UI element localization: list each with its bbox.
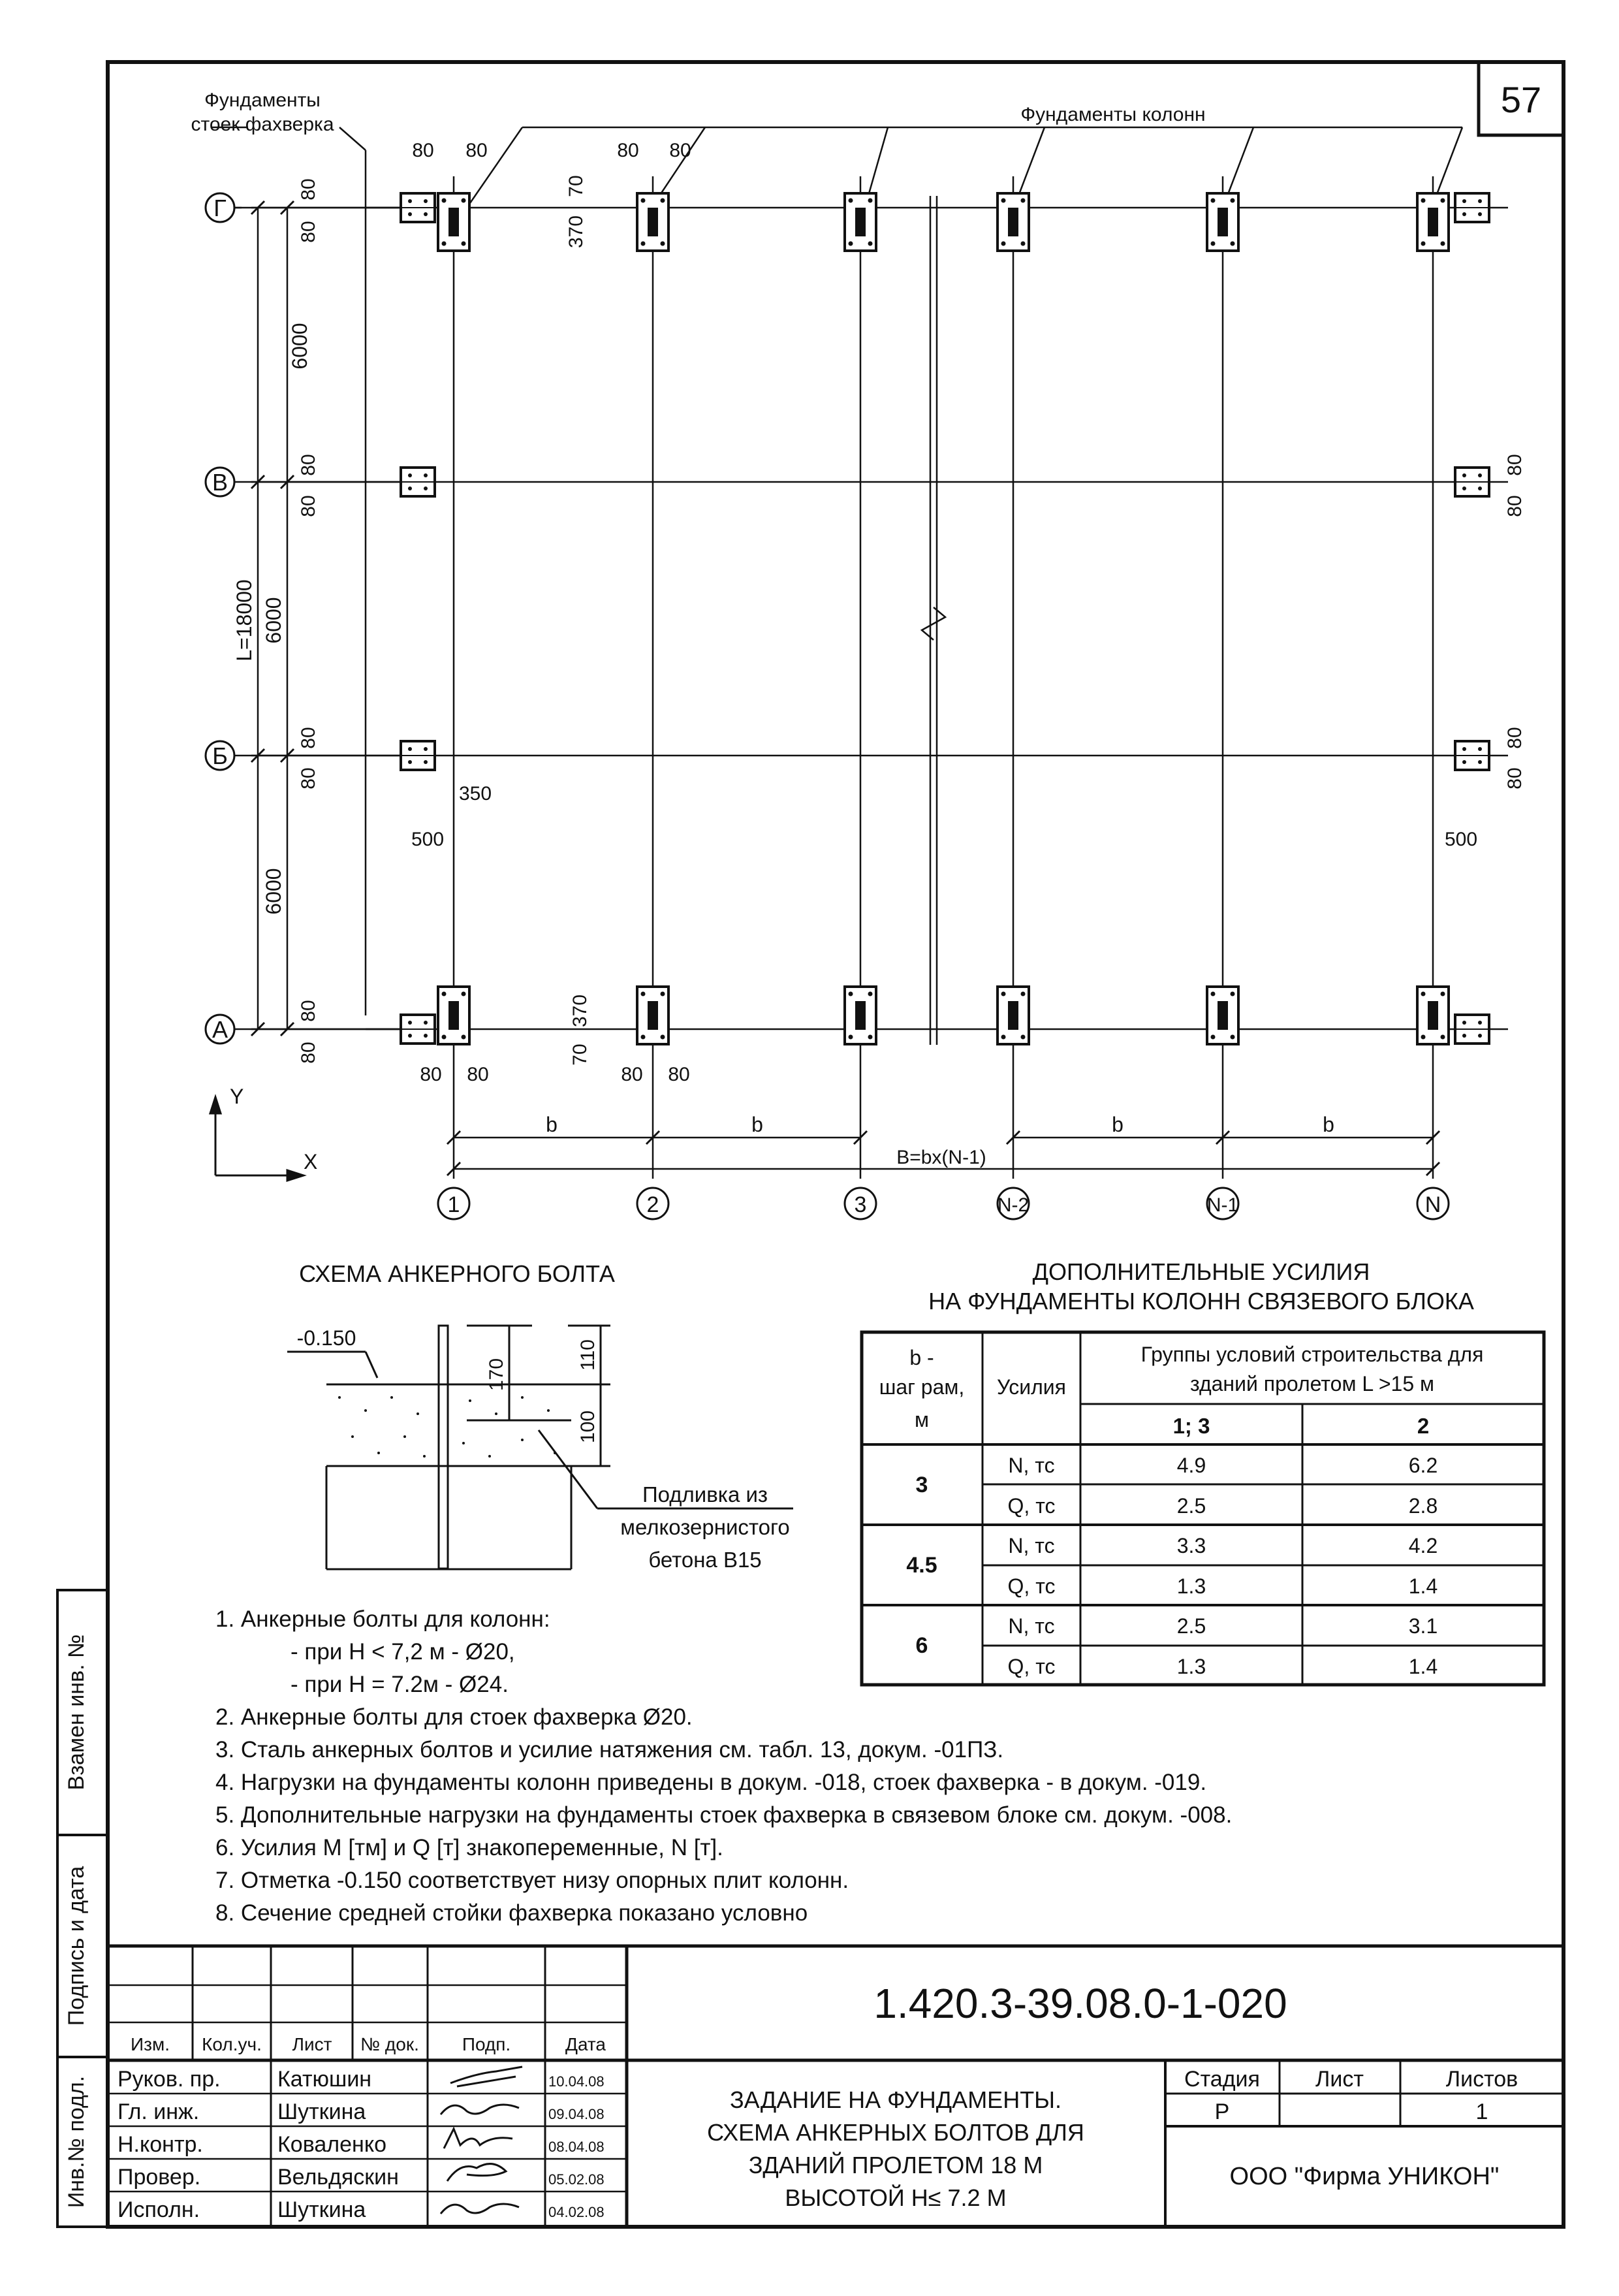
axis-label-B: Б — [212, 742, 228, 769]
note-5: 5. Дополнительные нагрузки на фундаменты стоек фахверка в связевом блоке см. докум. -008. — [215, 1802, 1233, 1828]
dim-370-bottom: 370 — [569, 994, 591, 1028]
row-value: 2.5 — [1176, 1614, 1206, 1638]
bolt-callout-3: бетона В15 — [648, 1548, 762, 1572]
sheet-head: Лист — [1315, 2067, 1364, 2092]
person-name: Вельдяскин — [277, 2165, 399, 2190]
dim-80-left-a1: 80 — [298, 1000, 319, 1022]
dim-80-left-b1: 80 — [298, 727, 319, 749]
table-title-1: ДОПОЛНИТЕЛЬНЫЕ УСИЛИЯ — [1032, 1258, 1370, 1285]
row-value: 2.8 — [1408, 1494, 1438, 1518]
stage-value: Р — [1214, 2099, 1230, 2124]
person-role: Исполн. — [118, 2197, 200, 2222]
axis-label-N: N — [1424, 1192, 1441, 1217]
axis-label-G: Г — [213, 195, 227, 221]
stage-head: Стадия — [1184, 2067, 1260, 2092]
dim-b-4: b — [1323, 1113, 1334, 1136]
person-name: Катюшин — [277, 2067, 372, 2092]
dim-b-3: b — [1112, 1113, 1124, 1136]
person-role: Н.контр. — [118, 2132, 203, 2157]
axis-label-N-2: N-2 — [997, 1194, 1030, 1216]
th-sub-1: 1; 3 — [1172, 1414, 1210, 1438]
row-b: 4.5 — [906, 1553, 937, 1578]
note-1b: - при H = 7.2м - Ø24. — [291, 1672, 509, 1697]
th-groups-1: Группы условий строительства для — [1140, 1343, 1484, 1366]
dim-70-bottom: 70 — [569, 1044, 591, 1066]
fakhverk-label-line1: Фундаменты — [204, 89, 321, 111]
row-value: 6.2 — [1408, 1454, 1438, 1477]
row-force: Q, тс — [1007, 1494, 1056, 1518]
note-3: 3. Сталь анкерных болтов и усилие натяжения см. табл. 13, докум. -01ПЗ. — [215, 1737, 1004, 1762]
person-name: Коваленко — [277, 2132, 386, 2157]
th-b-3: м — [915, 1408, 929, 1431]
row-force: Q, тс — [1007, 1574, 1056, 1598]
note-6: 6. Усилия M [тм] и Q [т] знакопеременные, N [т]. — [215, 1835, 723, 1860]
row-value: 4.2 — [1408, 1534, 1438, 1557]
row-force: N, тс — [1008, 1534, 1055, 1557]
note-1: 1. Анкерные болты для колонн: — [215, 1606, 550, 1632]
row-force: N, тс — [1008, 1454, 1055, 1477]
doc-title-1: ЗАДАНИЕ НА ФУНДАМЕНТЫ. — [729, 2086, 1062, 2113]
row-value: 1.3 — [1176, 1655, 1206, 1678]
dim-350: 350 — [458, 783, 492, 805]
th-sub-2: 2 — [1417, 1414, 1430, 1438]
person-role: Руков. пр. — [118, 2067, 221, 2092]
note-4: 4. Нагрузки на фундаменты колонн приведены в докум. -018, стоек фахверка - в докум. -019. — [215, 1770, 1207, 1795]
dim-80-top-3: 80 — [617, 140, 639, 161]
th-groups-2: зданий пролетом L >15 м — [1189, 1372, 1435, 1395]
xy-axes-icon — [210, 1097, 304, 1181]
person-date: 09.04.08 — [548, 2106, 605, 2122]
dim-80-bottom-1: 80 — [420, 1064, 442, 1085]
dim-L: L=18000 — [232, 579, 256, 662]
dim-B-total: B=bx(N-1) — [896, 1147, 986, 1168]
row-b: 6 — [915, 1633, 928, 1658]
row-value: 4.9 — [1176, 1454, 1206, 1477]
row-force: Q, тс — [1007, 1655, 1056, 1678]
th-doc: № док. — [360, 2034, 419, 2054]
foundation-plan — [191, 89, 1526, 1219]
axis-label-V: В — [212, 469, 228, 496]
person-role: Провер. — [118, 2165, 201, 2190]
dim-80-right-v1: 80 — [1504, 454, 1526, 476]
row-value: 1.4 — [1408, 1574, 1438, 1598]
doc-title-2: СХЕМА АНКЕРНЫХ БОЛТОВ ДЛЯ — [707, 2119, 1084, 2146]
th-list: Лист — [292, 2034, 332, 2054]
bolt-dim-170: 170 — [486, 1358, 507, 1392]
axis-label-N-1: N-1 — [1206, 1194, 1239, 1216]
bolt-dim-100: 100 — [577, 1410, 599, 1444]
axis-label-A: А — [212, 1016, 228, 1043]
dim-500-right: 500 — [1444, 829, 1478, 850]
dim-80-right-b2: 80 — [1504, 767, 1526, 789]
person-date: 04.02.08 — [548, 2204, 605, 2220]
dim-370-top: 370 — [565, 215, 587, 249]
row-force: N, тс — [1008, 1614, 1055, 1638]
th-kol: Кол.уч. — [202, 2034, 262, 2054]
table-title-2: НА ФУНДАМЕНТЫ КОЛОНН СВЯЗЕВОГО БЛОКА — [928, 1288, 1474, 1315]
th-b-2: шаг рам, — [879, 1375, 965, 1399]
bolt-callout-2: мелкозернистого — [620, 1515, 790, 1539]
note-8: 8. Сечение средней стойки фахверка показано условно — [215, 1900, 808, 1926]
dim-b-1: b — [546, 1113, 558, 1136]
dim-80-left-g2: 80 — [298, 221, 319, 243]
bolt-title: СХЕМА АНКЕРНОГО БОЛТА — [299, 1260, 615, 1287]
note-7: 7. Отметка -0.150 соответствует низу опорных плит колонн. — [215, 1868, 849, 1893]
axis-label-1: 1 — [447, 1192, 460, 1217]
dim-80-left-v2: 80 — [298, 495, 319, 517]
th-b-1: b - — [909, 1346, 934, 1369]
dim-80-top-4: 80 — [669, 140, 691, 161]
dim-80-left-b2: 80 — [298, 767, 319, 789]
th-force: Усилия — [997, 1375, 1066, 1399]
dim-80-left-v1: 80 — [298, 454, 319, 476]
sheets-value: 1 — [1475, 2099, 1488, 2124]
row-value: 3.3 — [1176, 1534, 1206, 1557]
doc-title-3: ЗДАНИЙ ПРОЛЕТОМ 18 М — [748, 2152, 1043, 2178]
doc-code: 1.420.3-39.08.0-1-020 — [873, 1980, 1287, 2027]
company-name: ООО "Фирма УНИКОН" — [1229, 2163, 1500, 2190]
anchor-bolt-scheme — [287, 1260, 793, 1572]
dim-6000-3: 6000 — [262, 868, 285, 915]
column-axis-bubbles — [438, 1188, 1449, 1219]
axis-label-3: 3 — [854, 1192, 867, 1217]
stamp-inv-original: Инв.№ подл. — [64, 2075, 89, 2208]
row-value: 1.4 — [1408, 1655, 1438, 1678]
dim-6000-1: 6000 — [288, 323, 311, 370]
sheets-head: Листов — [1445, 2067, 1518, 2092]
dim-80-left-a2: 80 — [298, 1042, 319, 1064]
person-name: Шуткина — [277, 2099, 366, 2124]
forces-table — [862, 1258, 1544, 1685]
dim-80-right-v2: 80 — [1504, 495, 1526, 517]
axis-y-label: Y — [230, 1085, 244, 1108]
fakhverk-label-line2: стоек фахверка — [191, 114, 334, 135]
dim-70-top: 70 — [565, 175, 587, 197]
doc-title-4: ВЫСОТОЙ H≤ 7.2 М — [785, 2184, 1007, 2211]
row-axis-bubbles — [206, 193, 234, 1044]
dim-80-right-b1: 80 — [1504, 727, 1526, 749]
th-sign: Подп. — [462, 2034, 511, 2054]
person-role: Гл. инж. — [118, 2099, 200, 2124]
th-izm: Изм. — [131, 2034, 170, 2054]
stamp-signature-date: Подпись и дата — [64, 1866, 89, 2026]
row-value: 2.5 — [1176, 1494, 1206, 1518]
dim-80-bottom-2: 80 — [467, 1064, 489, 1085]
axis-x-label: X — [304, 1150, 318, 1173]
dim-500-left: 500 — [411, 829, 445, 850]
dim-80-left-g1: 80 — [298, 178, 319, 200]
bolt-level: -0.150 — [296, 1326, 356, 1350]
columns-label: Фундаменты колонн — [1020, 104, 1206, 125]
stamp-replace-inv: Взамен инв. № — [64, 1634, 89, 1791]
dim-b-2: b — [751, 1113, 763, 1136]
row-value: 3.1 — [1408, 1614, 1438, 1638]
person-date: 08.04.08 — [548, 2139, 605, 2155]
axis-label-2: 2 — [646, 1192, 659, 1217]
note-1a: - при H < 7,2 м - Ø20, — [291, 1639, 515, 1665]
note-2: 2. Анкерные болты для стоек фахверка Ø20. — [215, 1704, 693, 1730]
fakhverk-foundations — [401, 193, 1489, 1044]
dim-80-top-1: 80 — [412, 140, 434, 161]
row-b: 3 — [915, 1473, 928, 1497]
dim-80-top-2: 80 — [465, 140, 488, 161]
bolt-callout-1: Подливка из — [642, 1482, 768, 1507]
person-date: 05.02.08 — [548, 2171, 605, 2188]
dim-80-bottom-3: 80 — [621, 1064, 643, 1085]
row-value: 1.3 — [1176, 1574, 1206, 1598]
bolt-dim-110: 110 — [577, 1339, 599, 1371]
dim-80-bottom-4: 80 — [668, 1064, 690, 1085]
person-date: 10.04.08 — [548, 2073, 605, 2090]
dim-6000-2: 6000 — [262, 597, 285, 644]
sheet-number: 57 — [1500, 79, 1542, 120]
th-date: Дата — [565, 2034, 606, 2054]
person-name: Шуткина — [277, 2197, 366, 2222]
